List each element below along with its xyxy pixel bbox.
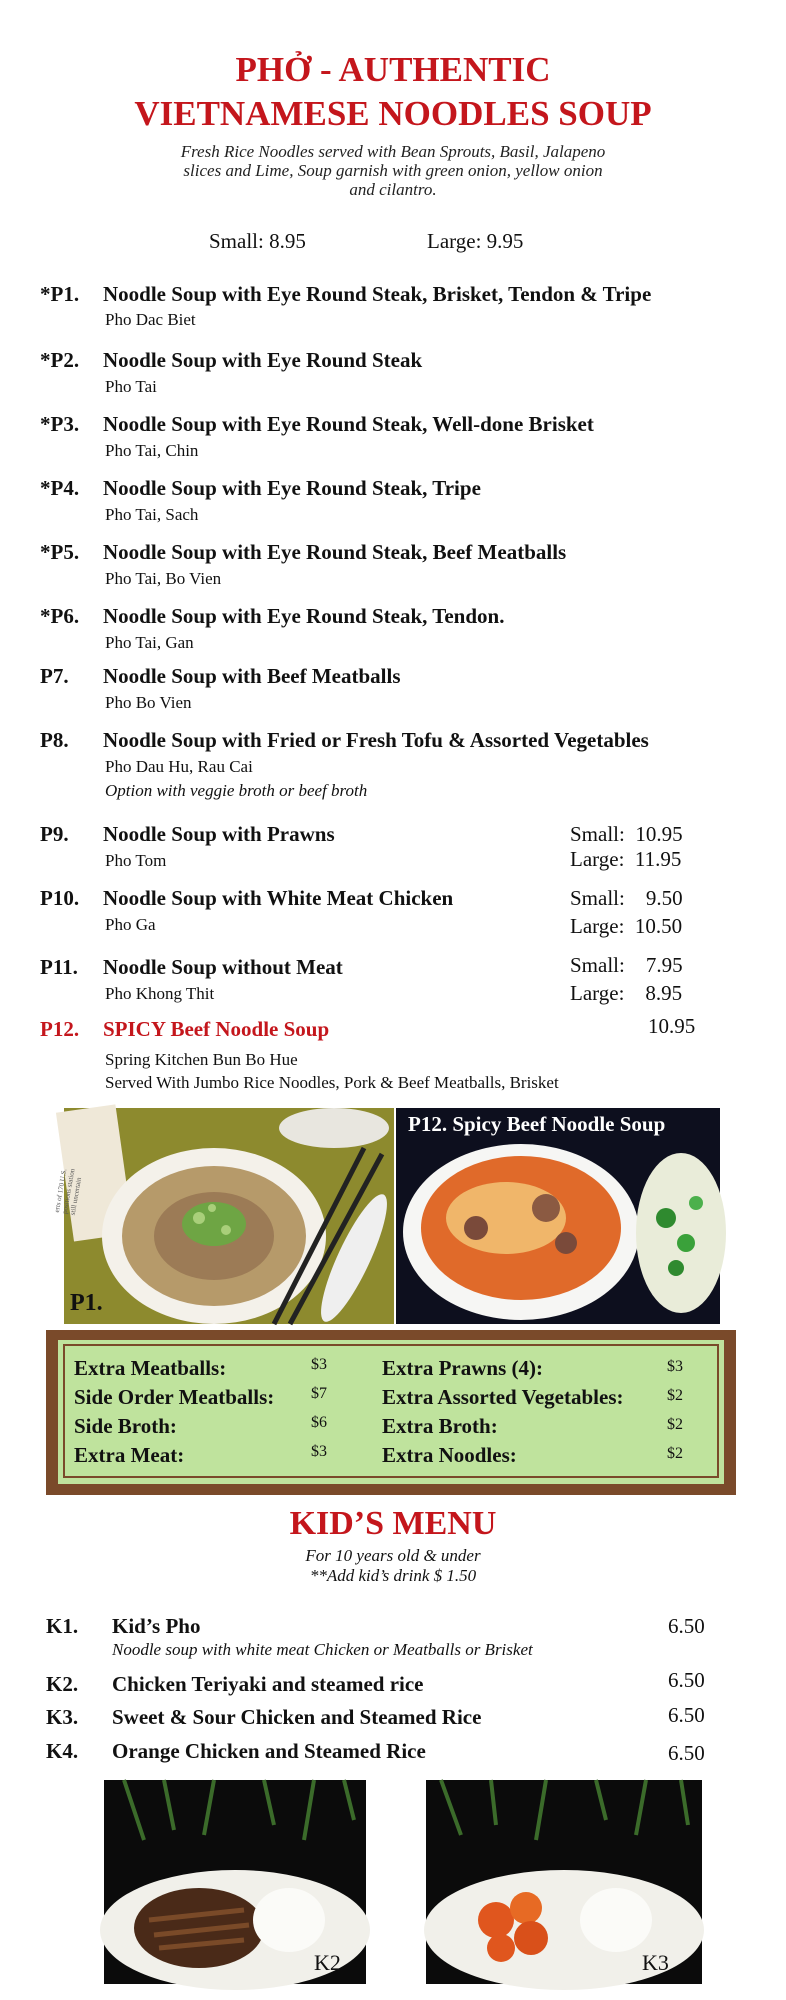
item-name: SPICY Beef Noodle Soup xyxy=(103,1017,330,1041)
extra-label: Extra Meat: xyxy=(74,1443,185,1467)
item-viet-name: Pho Tai, Bo Vien xyxy=(105,569,222,588)
item-viet-name: Spring Kitchen Bun Bo Hue xyxy=(105,1050,298,1069)
item-code: P12. xyxy=(40,1017,80,1041)
item-name: Noodle Soup with Prawns xyxy=(103,822,335,846)
kid-item-code: K2. xyxy=(46,1672,79,1696)
p1-caption: P1. xyxy=(70,1290,103,1316)
kid-item-price: 6.50 xyxy=(668,1668,705,1692)
extra-price: $6 xyxy=(311,1414,327,1431)
item-name: Noodle Soup with Eye Round Steak, Tripe xyxy=(103,476,481,500)
item-viet-name: Pho Tai, Chin xyxy=(105,441,199,460)
extra-label: Side Broth: xyxy=(74,1414,177,1438)
kid-item-price: 6.50 xyxy=(668,1741,705,1765)
item-code: *P2. xyxy=(40,348,80,372)
kid-item-price: 6.50 xyxy=(668,1614,705,1638)
item-code: *P6. xyxy=(40,604,80,628)
item-viet-name: Pho Bo Vien xyxy=(105,693,192,712)
kid-item-name: Chicken Teriyaki and steamed rice xyxy=(112,1672,424,1696)
k3-caption: K3 xyxy=(642,1950,669,1975)
pho-bowl-image xyxy=(64,1108,394,1324)
p1-photo xyxy=(52,1108,394,1324)
extra-label: Extra Noodles: xyxy=(382,1443,517,1467)
item-viet-name: Pho Tai xyxy=(105,377,157,396)
kid-item-code: K3. xyxy=(46,1705,79,1729)
item-name: Noodle Soup with Beef Meatballs xyxy=(103,664,401,688)
item-code: *P3. xyxy=(40,412,80,436)
menu-title-line1: PHỞ - AUTHENTIC xyxy=(235,50,551,89)
kid-item-name: Kid’s Pho xyxy=(112,1614,201,1638)
kids-menu-title: KID’S MENU xyxy=(289,1505,497,1542)
item-viet-name: Pho Ga xyxy=(105,915,156,934)
item-large-price: Large: 10.50 xyxy=(570,914,683,938)
extra-price: $2 xyxy=(667,1416,683,1433)
item-name: Noodle Soup with White Meat Chicken xyxy=(103,886,454,910)
extra-price: $7 xyxy=(311,1385,327,1402)
k3-photo xyxy=(426,1780,702,1984)
item-viet-name: Pho Tai, Sach xyxy=(105,505,199,524)
item-large-price: Large: 11.95 xyxy=(570,847,682,871)
small-price: Small: 8.95 xyxy=(209,229,306,253)
extra-price: $2 xyxy=(667,1387,683,1404)
item-viet-name: Pho Tom xyxy=(105,851,167,870)
menu-description: Fresh Rice Noodles served with Bean Sprouts, Basil, Jalapeno slices and Lime, Soup garnish with green onion, yellow onion and cilantro. xyxy=(180,142,606,199)
item-price: 10.95 xyxy=(648,1014,696,1038)
item-viet-name: Pho Dau Hu, Rau Cai xyxy=(105,757,253,776)
item-name: Noodle Soup with Eye Round Steak, Tendon. xyxy=(103,604,505,628)
item-note: Served With Jumbo Rice Noodles, Pork & Beef Meatballs, Brisket xyxy=(105,1073,559,1092)
extra-label: Extra Assorted Vegetables: xyxy=(382,1385,624,1409)
k2-caption: K2 xyxy=(314,1950,341,1975)
item-code: P8. xyxy=(40,728,69,752)
large-price: Large: 9.95 xyxy=(427,229,524,253)
item-code: *P5. xyxy=(40,540,80,564)
item-code: P10. xyxy=(40,886,80,910)
item-viet-name: Pho Dac Biet xyxy=(105,310,196,329)
item-name: Noodle Soup with Eye Round Steak, Well-done Brisket xyxy=(103,412,594,436)
kids-drink-note: **Add kid’s drink $ 1.50 xyxy=(309,1566,477,1585)
item-small-price: Small: 9.50 xyxy=(570,886,683,910)
item-code: *P4. xyxy=(40,476,80,500)
extra-label: Side Order Meatballs: xyxy=(74,1385,275,1409)
kid-item-name: Orange Chicken and Steamed Rice xyxy=(112,1739,426,1763)
item-name: Noodle Soup with Eye Round Steak, Beef Meatballs xyxy=(103,540,567,564)
kid-item-code: K4. xyxy=(46,1739,79,1763)
extra-price: $3 xyxy=(311,1356,327,1373)
k2-photo xyxy=(104,1780,366,1984)
item-code: P7. xyxy=(40,664,69,688)
item-code: P9. xyxy=(40,822,69,846)
extra-price: $3 xyxy=(667,1358,683,1375)
item-small-price: Small: 7.95 xyxy=(570,953,683,977)
item-large-price: Large: 8.95 xyxy=(570,981,683,1005)
kid-item-desc: Noodle soup with white meat Chicken or Meatballs or Brisket xyxy=(112,1640,533,1659)
spicy-soup-image xyxy=(396,1108,720,1324)
item-code: *P1. xyxy=(40,282,80,306)
item-viet-name: Pho Khong Thit xyxy=(105,984,215,1003)
extra-price: $2 xyxy=(667,1445,683,1462)
kid-item-name: Sweet & Sour Chicken and Steamed Rice xyxy=(112,1705,482,1729)
item-name: Noodle Soup with Eye Round Steak xyxy=(103,348,423,372)
item-name: Noodle Soup with Eye Round Steak, Brisket, Tendon & Tripe xyxy=(103,282,652,306)
item-name: Noodle Soup without Meat xyxy=(103,955,343,979)
p12-caption: P12. Spicy Beef Noodle Soup xyxy=(408,1112,666,1136)
extra-label: Extra Prawns (4): xyxy=(382,1356,543,1380)
item-code: P11. xyxy=(40,955,78,979)
extra-price: $3 xyxy=(311,1443,327,1460)
item-viet-name: Pho Tai, Gan xyxy=(105,633,194,652)
extra-label: Extra Broth: xyxy=(382,1414,498,1438)
p12-photo xyxy=(396,1108,720,1324)
item-name: Noodle Soup with Fried or Fresh Tofu & Assorted Vegetables xyxy=(103,728,649,752)
menu-title-line2: VIETNAMESE NOODLES SOUP xyxy=(134,94,652,133)
item-note: Option with veggie broth or beef broth xyxy=(105,781,368,800)
item-small-price: Small: 10.95 xyxy=(570,822,683,846)
box-text: erts of 170 U.S. positions station still uncertain xyxy=(52,1168,84,1216)
kids-age-note: For 10 years old & under xyxy=(305,1546,481,1565)
extra-label: Extra Meatballs: xyxy=(74,1356,227,1380)
kid-item-code: K1. xyxy=(46,1614,79,1638)
kid-item-price: 6.50 xyxy=(668,1703,705,1727)
